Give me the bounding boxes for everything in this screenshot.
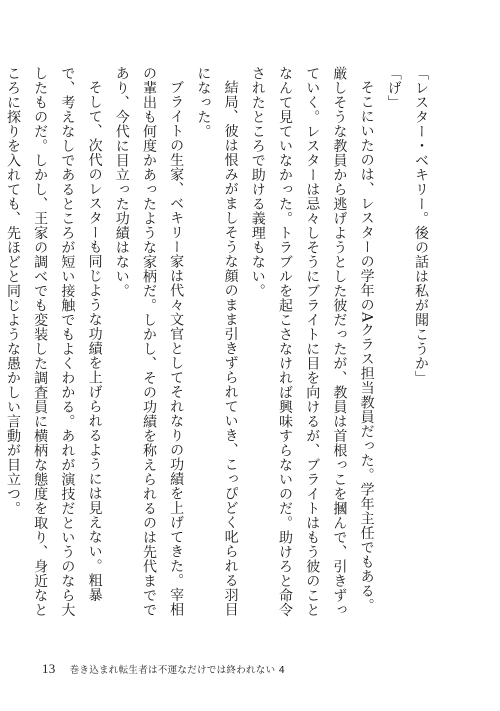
paragraph: 「げ」 bbox=[385, 66, 402, 110]
running-title: 巻き込まれ転生者は不運なだけでは終われない 4 bbox=[69, 665, 286, 676]
paragraph: ブライトの生家、ベキリー家は代々文官としてそれなりの功績を上げてきた。宰相の輩出も何度かあったような家柄だ。しかし、その功績を称えられるのは先代までであり、今代に目立った功績はない。 bbox=[113, 66, 185, 617]
body-text bbox=[4, 66, 434, 626]
page-footer bbox=[42, 661, 285, 677]
paragraph: 「レスター・ベキリー。後の話は私が聞こうか」 bbox=[413, 66, 429, 385]
paragraph: 結局、彼は恨みがましそうな顔のまま引きずられていき、こっぴどく叱られる羽目になった。 bbox=[195, 66, 239, 617]
page-number: 13 bbox=[42, 661, 56, 676]
paragraph: そこにいたのは、レスターの学年のAクラス担当教員だった。学年主任でもある。厳しそうな教員から逃げようとした彼だったが、教員は首根っこを摑んで、引きずっていく。レスターは忌々しそうにブライトに目を向けるが、ブライトはもう彼のことなんて見ていなかった。トラブルを起こさなければ興味すらないのだ。助けろと命令されたところで助ける義理もない。 bbox=[249, 66, 375, 617]
paragraph: そして、次代のレスターも同じような功績を上げられるようには見えない。粗暴で、考えなしであるところが短い接触でもよくわかる。あれが演技だというのなら大したものだ。しかし、王家の調べでも変装した調査員に横柄な態度を取り、身近なところに探りを入れても、先ほどと同じような愚かしい言動が目立つ。 bbox=[4, 66, 103, 617]
